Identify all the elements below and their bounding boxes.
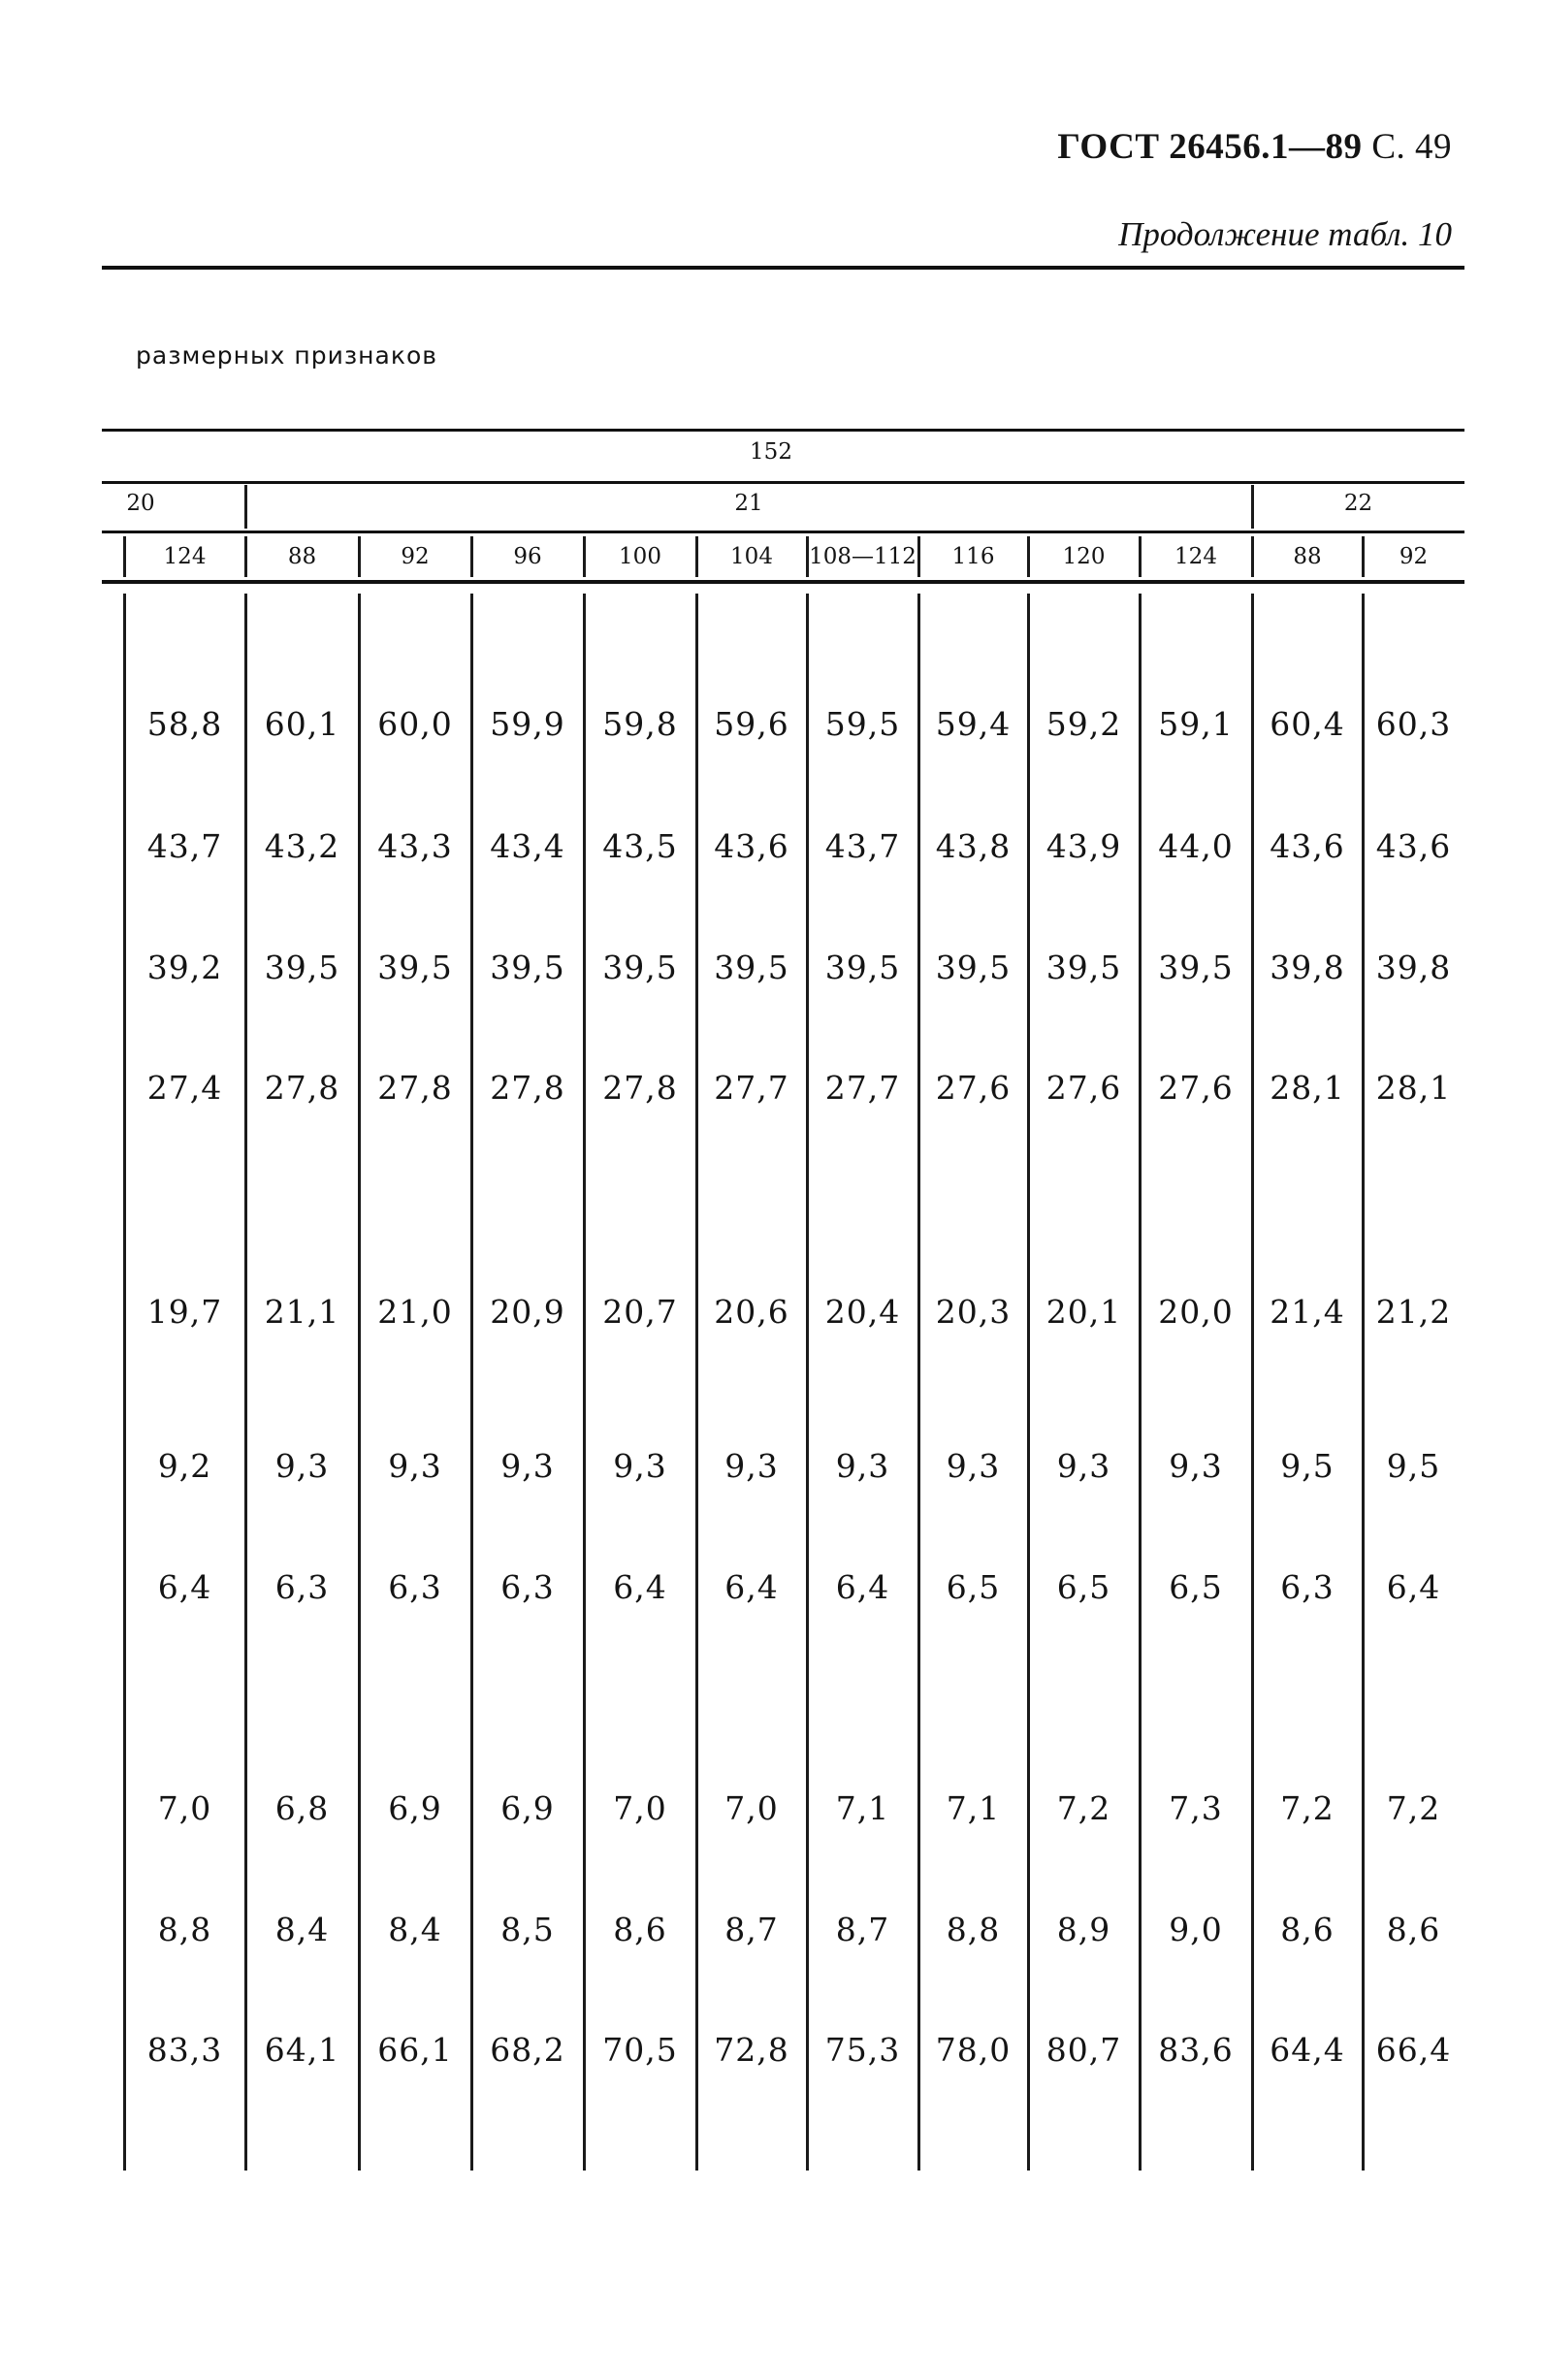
column-header: 100: [619, 544, 661, 569]
table-cell: 64,4: [1270, 2031, 1345, 2069]
table-cell: 43,7: [146, 827, 223, 865]
column-header: 88: [1293, 544, 1322, 569]
table-cell: 6,3: [388, 1568, 442, 1606]
document-header: [1057, 126, 1452, 168]
column-header-separator: [1027, 536, 1030, 577]
column-header-separator: [470, 536, 473, 577]
column-header-separator: [917, 536, 920, 577]
table-cell: 7,3: [1169, 1789, 1223, 1827]
table-rule: [102, 531, 1464, 533]
table-cell: 9,3: [835, 1447, 890, 1485]
table-cell: 66,1: [377, 2031, 453, 2069]
table-cell: 39,5: [264, 949, 340, 986]
table-continuation-title: Продолжение табл. 10: [1118, 215, 1452, 253]
table-cell: 43,7: [824, 827, 901, 865]
table-cell: 27,4: [146, 1069, 223, 1107]
table-cell: 7,2: [1280, 1789, 1335, 1827]
table-cell: 27,8: [490, 1069, 565, 1107]
table-cell: 60,0: [377, 705, 453, 743]
column-header-separator: [1251, 536, 1254, 577]
column-header: 96: [513, 544, 542, 569]
column-line: [1362, 594, 1365, 2171]
table-cell: 6,4: [724, 1568, 779, 1606]
table-cell: 6,3: [274, 1568, 330, 1606]
table-cell: 43,2: [264, 827, 340, 865]
table-cell: 8,8: [946, 1911, 1001, 1948]
table-cell: 6,5: [1169, 1568, 1223, 1606]
table-cell: 20,1: [1045, 1293, 1122, 1331]
age-group-label: 21: [734, 491, 763, 516]
table-cell: 6,4: [1386, 1568, 1441, 1606]
table-cell: 6,9: [388, 1789, 442, 1827]
section-caption: размерных признаков: [136, 341, 437, 370]
table-cell: 8,4: [274, 1911, 330, 1948]
table-cell: 28,1: [1375, 1069, 1452, 1107]
table-cell: 7,2: [1056, 1789, 1111, 1827]
table-cell: 20,0: [1158, 1293, 1234, 1331]
table-cell: 6,3: [1280, 1568, 1335, 1606]
table-cell: 72,8: [714, 2031, 789, 2069]
table-cell: 28,1: [1270, 1069, 1345, 1107]
height-label: 152: [750, 439, 792, 465]
table-cell: 21,4: [1270, 1293, 1345, 1331]
table-cell: 27,6: [1045, 1069, 1122, 1107]
table-cell: 9,5: [1280, 1447, 1335, 1485]
table-cell: 7,1: [835, 1789, 890, 1827]
table-cell: 8,9: [1056, 1911, 1111, 1948]
table-cell: 75,3: [824, 2031, 901, 2069]
table-cell: 83,6: [1158, 2031, 1234, 2069]
table-cell: 20,7: [602, 1293, 678, 1331]
table-cell: 70,5: [602, 2031, 678, 2069]
table-cell: 9,0: [1169, 1911, 1223, 1948]
table-cell: 39,5: [824, 949, 901, 986]
table-cell: 21,2: [1375, 1293, 1452, 1331]
table-cell: 59,5: [824, 705, 901, 743]
column-header: 120: [1062, 544, 1106, 569]
table-cell: 43,8: [935, 827, 1012, 865]
age-group-label: 20: [126, 491, 155, 516]
age-group-label: 22: [1343, 491, 1373, 516]
table-cell: 9,3: [613, 1447, 667, 1485]
table-cell: 43,6: [1270, 827, 1345, 865]
column-line: [1139, 594, 1142, 2171]
table-cell: 6,3: [500, 1568, 555, 1606]
column-header-separator: [358, 536, 361, 577]
table-cell: 39,5: [377, 949, 453, 986]
column-line: [806, 594, 809, 2171]
table-cell: 6,4: [157, 1568, 212, 1606]
table-cell: 6,5: [1056, 1568, 1111, 1606]
table-cell: 9,3: [946, 1447, 1001, 1485]
age-group-separator: [244, 485, 247, 529]
table-cell: 8,4: [388, 1911, 442, 1948]
table-cell: 59,6: [714, 705, 789, 743]
table-cell: 59,9: [490, 705, 565, 743]
table-cell: 27,7: [824, 1069, 901, 1107]
column-line: [695, 594, 698, 2171]
table-cell: 80,7: [1045, 2031, 1122, 2069]
column-line: [1251, 594, 1254, 2171]
table-cell: 44,0: [1158, 827, 1234, 865]
table-cell: 9,3: [388, 1447, 442, 1485]
table-cell: 59,2: [1045, 705, 1122, 743]
column-line: [244, 594, 247, 2171]
table-cell: 60,1: [264, 705, 340, 743]
table-cell: 6,9: [500, 1789, 555, 1827]
table-cell: 6,4: [835, 1568, 890, 1606]
table-cell: 7,2: [1386, 1789, 1441, 1827]
table-cell: 21,0: [377, 1293, 453, 1331]
table-rule: [102, 580, 1464, 584]
table-cell: 43,4: [490, 827, 565, 865]
table-cell: 9,3: [1056, 1447, 1111, 1485]
table-cell: 8,7: [724, 1911, 779, 1948]
table-cell: 39,2: [146, 949, 223, 986]
table-cell: 8,8: [157, 1911, 212, 1948]
table-cell: 20,3: [935, 1293, 1012, 1331]
table-cell: 39,8: [1270, 949, 1345, 986]
table-cell: 39,8: [1375, 949, 1452, 986]
column-header: 92: [1399, 544, 1429, 569]
page-number: С. 49: [1371, 127, 1452, 167]
column-line: [123, 594, 126, 2171]
table-cell: 9,3: [274, 1447, 330, 1485]
table-cell: 39,5: [1045, 949, 1122, 986]
table-cell: 43,9: [1045, 827, 1122, 865]
header-divider: [102, 266, 1464, 270]
table-cell: 43,6: [714, 827, 789, 865]
table-cell: 59,8: [602, 705, 678, 743]
table-cell: 20,6: [714, 1293, 789, 1331]
table-cell: 39,5: [935, 949, 1012, 986]
table-cell: 6,5: [946, 1568, 1001, 1606]
table-cell: 27,6: [1158, 1069, 1234, 1107]
table-cell: 19,7: [146, 1293, 223, 1331]
table-cell: 27,7: [714, 1069, 789, 1107]
table-cell: 7,1: [946, 1789, 1001, 1827]
table-cell: 78,0: [935, 2031, 1012, 2069]
table-cell: 9,3: [724, 1447, 779, 1485]
column-line: [358, 594, 361, 2171]
table-cell: 39,5: [602, 949, 678, 986]
table-cell: 7,0: [613, 1789, 667, 1827]
table-cell: 27,6: [935, 1069, 1012, 1107]
column-header-separator: [123, 536, 126, 577]
table-cell: 43,6: [1375, 827, 1452, 865]
table-cell: 7,0: [157, 1789, 212, 1827]
column-header: 104: [730, 544, 773, 569]
table-cell: 83,3: [146, 2031, 223, 2069]
table-cell: 9,5: [1386, 1447, 1441, 1485]
table-cell: 8,5: [500, 1911, 555, 1948]
table-cell: 8,7: [835, 1911, 890, 1948]
table-cell: 43,5: [602, 827, 678, 865]
column-header: 116: [951, 544, 995, 569]
table-cell: 8,6: [1386, 1911, 1441, 1948]
table-cell: 60,3: [1375, 705, 1452, 743]
table-cell: 58,8: [146, 705, 223, 743]
table-cell: 68,2: [490, 2031, 565, 2069]
table-cell: 43,3: [377, 827, 453, 865]
table-cell: 9,3: [1169, 1447, 1223, 1485]
column-line: [1027, 594, 1030, 2171]
table-cell: 20,9: [490, 1293, 565, 1331]
table-cell: 39,5: [1158, 949, 1234, 986]
table-cell: 20,4: [824, 1293, 901, 1331]
column-header: 108—112: [809, 544, 917, 569]
age-group-separator: [1251, 485, 1254, 529]
column-header: 124: [163, 544, 207, 569]
column-header-separator: [583, 536, 586, 577]
table-cell: 8,6: [1280, 1911, 1335, 1948]
column-header-separator: [806, 536, 809, 577]
table-cell: 27,8: [264, 1069, 340, 1107]
table-cell: 7,0: [724, 1789, 779, 1827]
table-cell: 64,1: [264, 2031, 340, 2069]
column-header-separator: [1139, 536, 1142, 577]
column-header: 92: [401, 544, 430, 569]
table-cell: 60,4: [1270, 705, 1345, 743]
column-header-separator: [1362, 536, 1365, 577]
standard-code: ГОСТ 26456.1—89: [1057, 127, 1363, 167]
table-cell: 39,5: [714, 949, 789, 986]
column-header-separator: [695, 536, 698, 577]
table-cell: 6,4: [613, 1568, 667, 1606]
table-cell: 66,4: [1375, 2031, 1452, 2069]
column-line: [583, 594, 586, 2171]
column-line: [917, 594, 920, 2171]
table-cell: 59,1: [1158, 705, 1234, 743]
column-header-separator: [244, 536, 247, 577]
table-cell: 27,8: [602, 1069, 678, 1107]
table-cell: 59,4: [935, 705, 1012, 743]
column-header: 88: [287, 544, 317, 569]
table-cell: 6,8: [274, 1789, 330, 1827]
table-cell: 39,5: [490, 949, 565, 986]
table-cell: 9,2: [157, 1447, 212, 1485]
column-header: 124: [1174, 544, 1217, 569]
table-cell: 8,6: [613, 1911, 667, 1948]
table-cell: 9,3: [500, 1447, 555, 1485]
table-rule: [102, 429, 1464, 432]
column-line: [470, 594, 473, 2171]
table-rule: [102, 481, 1464, 484]
table-cell: 21,1: [264, 1293, 340, 1331]
table-cell: 27,8: [377, 1069, 453, 1107]
